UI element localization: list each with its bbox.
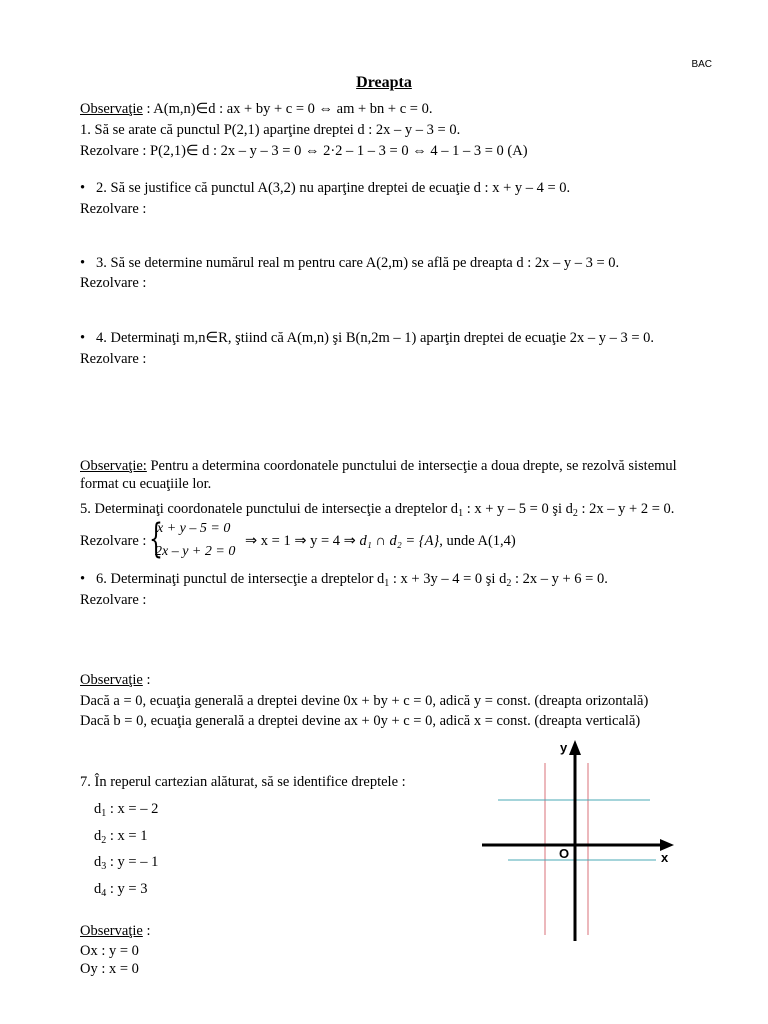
line-equation: : y = 3 — [106, 881, 148, 897]
line-equation: : x = – 2 — [106, 801, 159, 817]
page-title: Dreapta — [356, 74, 412, 91]
observation-2-text: Pentru a determina coordonatele punctului de intersecţie a doua drepte, se rezolvă sistemul — [146, 458, 677, 474]
observation-2-line-2: format cu ecuaţiile lor. — [80, 476, 212, 492]
observation-4-line-2: Oy : x = 0 — [80, 961, 139, 977]
observation-3-line-1: Dacă a = 0, ecuaţia generală a dreptei devine 0x + by + c = 0, adică y = const. (dreapta orizontală) — [80, 693, 649, 709]
observation-3-line-2: Dacă b = 0, ecuaţia generală a dreptei devine ax + 0y + c = 0, adică x = const. (dreapta verticală) — [80, 713, 641, 729]
observation-4-label: Observaţie — [80, 923, 143, 939]
exercise-2-statement — [80, 179, 570, 197]
observation-2-line-1 — [80, 457, 677, 475]
system-equation-1: x + y – 5 = 0 — [157, 521, 231, 536]
y-axis-label: y — [560, 740, 568, 755]
exercise-6-text-b: : x + 3y – 4 = 0 şi d — [389, 571, 507, 587]
line-d4 — [94, 880, 147, 898]
exercise-6-text-c: : 2x – y + 6 = 0. — [511, 571, 608, 587]
origin-label: O — [559, 846, 570, 861]
exercise-3-solution: Rezolvare : — [80, 275, 147, 291]
observation-1-label: Observaţie — [80, 101, 143, 117]
line-equation: : y = – 1 — [106, 854, 159, 870]
y-axis-arrow-icon — [569, 740, 581, 755]
exercise-5-result-tail: , unde A(1,4) — [439, 533, 516, 549]
exercise-5-solution-label: Rezolvare : — [80, 533, 147, 549]
exercise-5-statement — [80, 500, 674, 518]
observation-1-text: : A(m,n)∈d : ax + by + c = 0 ⇔ am + bn + c = 0. — [142, 101, 433, 117]
observation-4-heading — [80, 922, 150, 940]
exercise-5-text-b: : x + y – 5 = 0 şi d — [463, 501, 573, 517]
bullet-icon: • — [80, 255, 86, 271]
exercise-1-solution: Rezolvare : P(2,1)∈ d : 2x – y – 3 = 0 ⇔ 2·2 – 1 – 3 = 0 ⇔ 4 – 1 – 3 = 0 (A) — [80, 143, 528, 159]
x-axis-label: x — [661, 850, 669, 865]
cartesian-graph — [470, 735, 690, 950]
line-subscript: 2 — [101, 835, 107, 846]
exercise-6-statement — [80, 570, 608, 588]
bullet-icon: • — [80, 330, 86, 346]
exercise-4-solution: Rezolvare : — [80, 351, 147, 367]
exercise-5-result-text: ⇒ x = 1 ⇒ y = 4 ⇒ — [245, 533, 356, 549]
system-brace: { — [149, 516, 163, 562]
line-name: d — [94, 801, 102, 817]
exercise-7-statement: 7. În reperul cartezian alăturat, să se identifice dreptele : — [80, 774, 406, 790]
exercise-2-solution: Rezolvare : — [80, 201, 147, 217]
line-name: d — [94, 854, 102, 870]
line-d1 — [94, 800, 158, 818]
line-subscript: 1 — [101, 808, 107, 819]
line-equation: : x = 1 — [106, 828, 148, 844]
observation-3-heading — [80, 671, 150, 689]
observation-3-tail: : — [142, 672, 151, 688]
line-d3 — [94, 853, 158, 871]
exercise-4-statement — [80, 329, 654, 347]
observation-3-label: Observaţie — [80, 672, 143, 688]
subscript-2: 2 — [506, 578, 512, 589]
line-name: d — [94, 881, 102, 897]
exercise-3-text: 3. Să se determine numărul real m pentru care A(2,m) se află pe dreapta d : 2x – y – 3 = 0. — [96, 255, 620, 271]
exercise-3-statement — [80, 254, 619, 272]
header-tag: BAC — [691, 59, 712, 70]
subscript-1: 1 — [458, 508, 464, 519]
exercise-1-statement: 1. Să se arate că punctul P(2,1) aparţine dreptei d : 2x – y – 3 = 0. — [80, 122, 461, 138]
exercise-5-text-a: 5. Determinaţi coordonatele punctului de intersecţie a dreptelor d — [80, 501, 459, 517]
line-subscript: 4 — [101, 888, 107, 899]
system-equation-2: 2x – y + 2 = 0 — [155, 544, 236, 559]
bullet-icon: • — [80, 571, 86, 587]
observation-1 — [80, 100, 432, 118]
bullet-icon: • — [80, 180, 86, 196]
line-name: d — [94, 828, 102, 844]
exercise-6-solution: Rezolvare : — [80, 592, 147, 608]
exercise-5-intersection: d₁ ∩ d₂ = {A} — [359, 533, 440, 549]
observation-4-line-1: Ox : y = 0 — [80, 943, 139, 959]
line-subscript: 3 — [101, 861, 107, 872]
subscript-2: 2 — [572, 508, 578, 519]
exercise-5-result — [245, 532, 516, 550]
line-d2 — [94, 827, 147, 845]
observation-4-tail: : — [142, 923, 151, 939]
exercise-6-text-a: 6. Determinaţi punctul de intersecţie a dreptelor d — [96, 571, 385, 587]
exercise-2-text: 2. Să se justifice că punctul A(3,2) nu aparţine dreptei de ecuaţie d : x + y – 4 = 0. — [96, 180, 571, 196]
subscript-1: 1 — [384, 578, 390, 589]
exercise-4-text: 4. Determinaţi m,n∈R, ştiind că A(m,n) şi B(n,2m – 1) aparţin dreptei de ecuaţie 2x – y – 3 = 0. — [96, 330, 654, 346]
observation-2-label: Observaţie: — [80, 458, 147, 474]
exercise-5-text-c: : 2x – y + 2 = 0. — [577, 501, 675, 517]
